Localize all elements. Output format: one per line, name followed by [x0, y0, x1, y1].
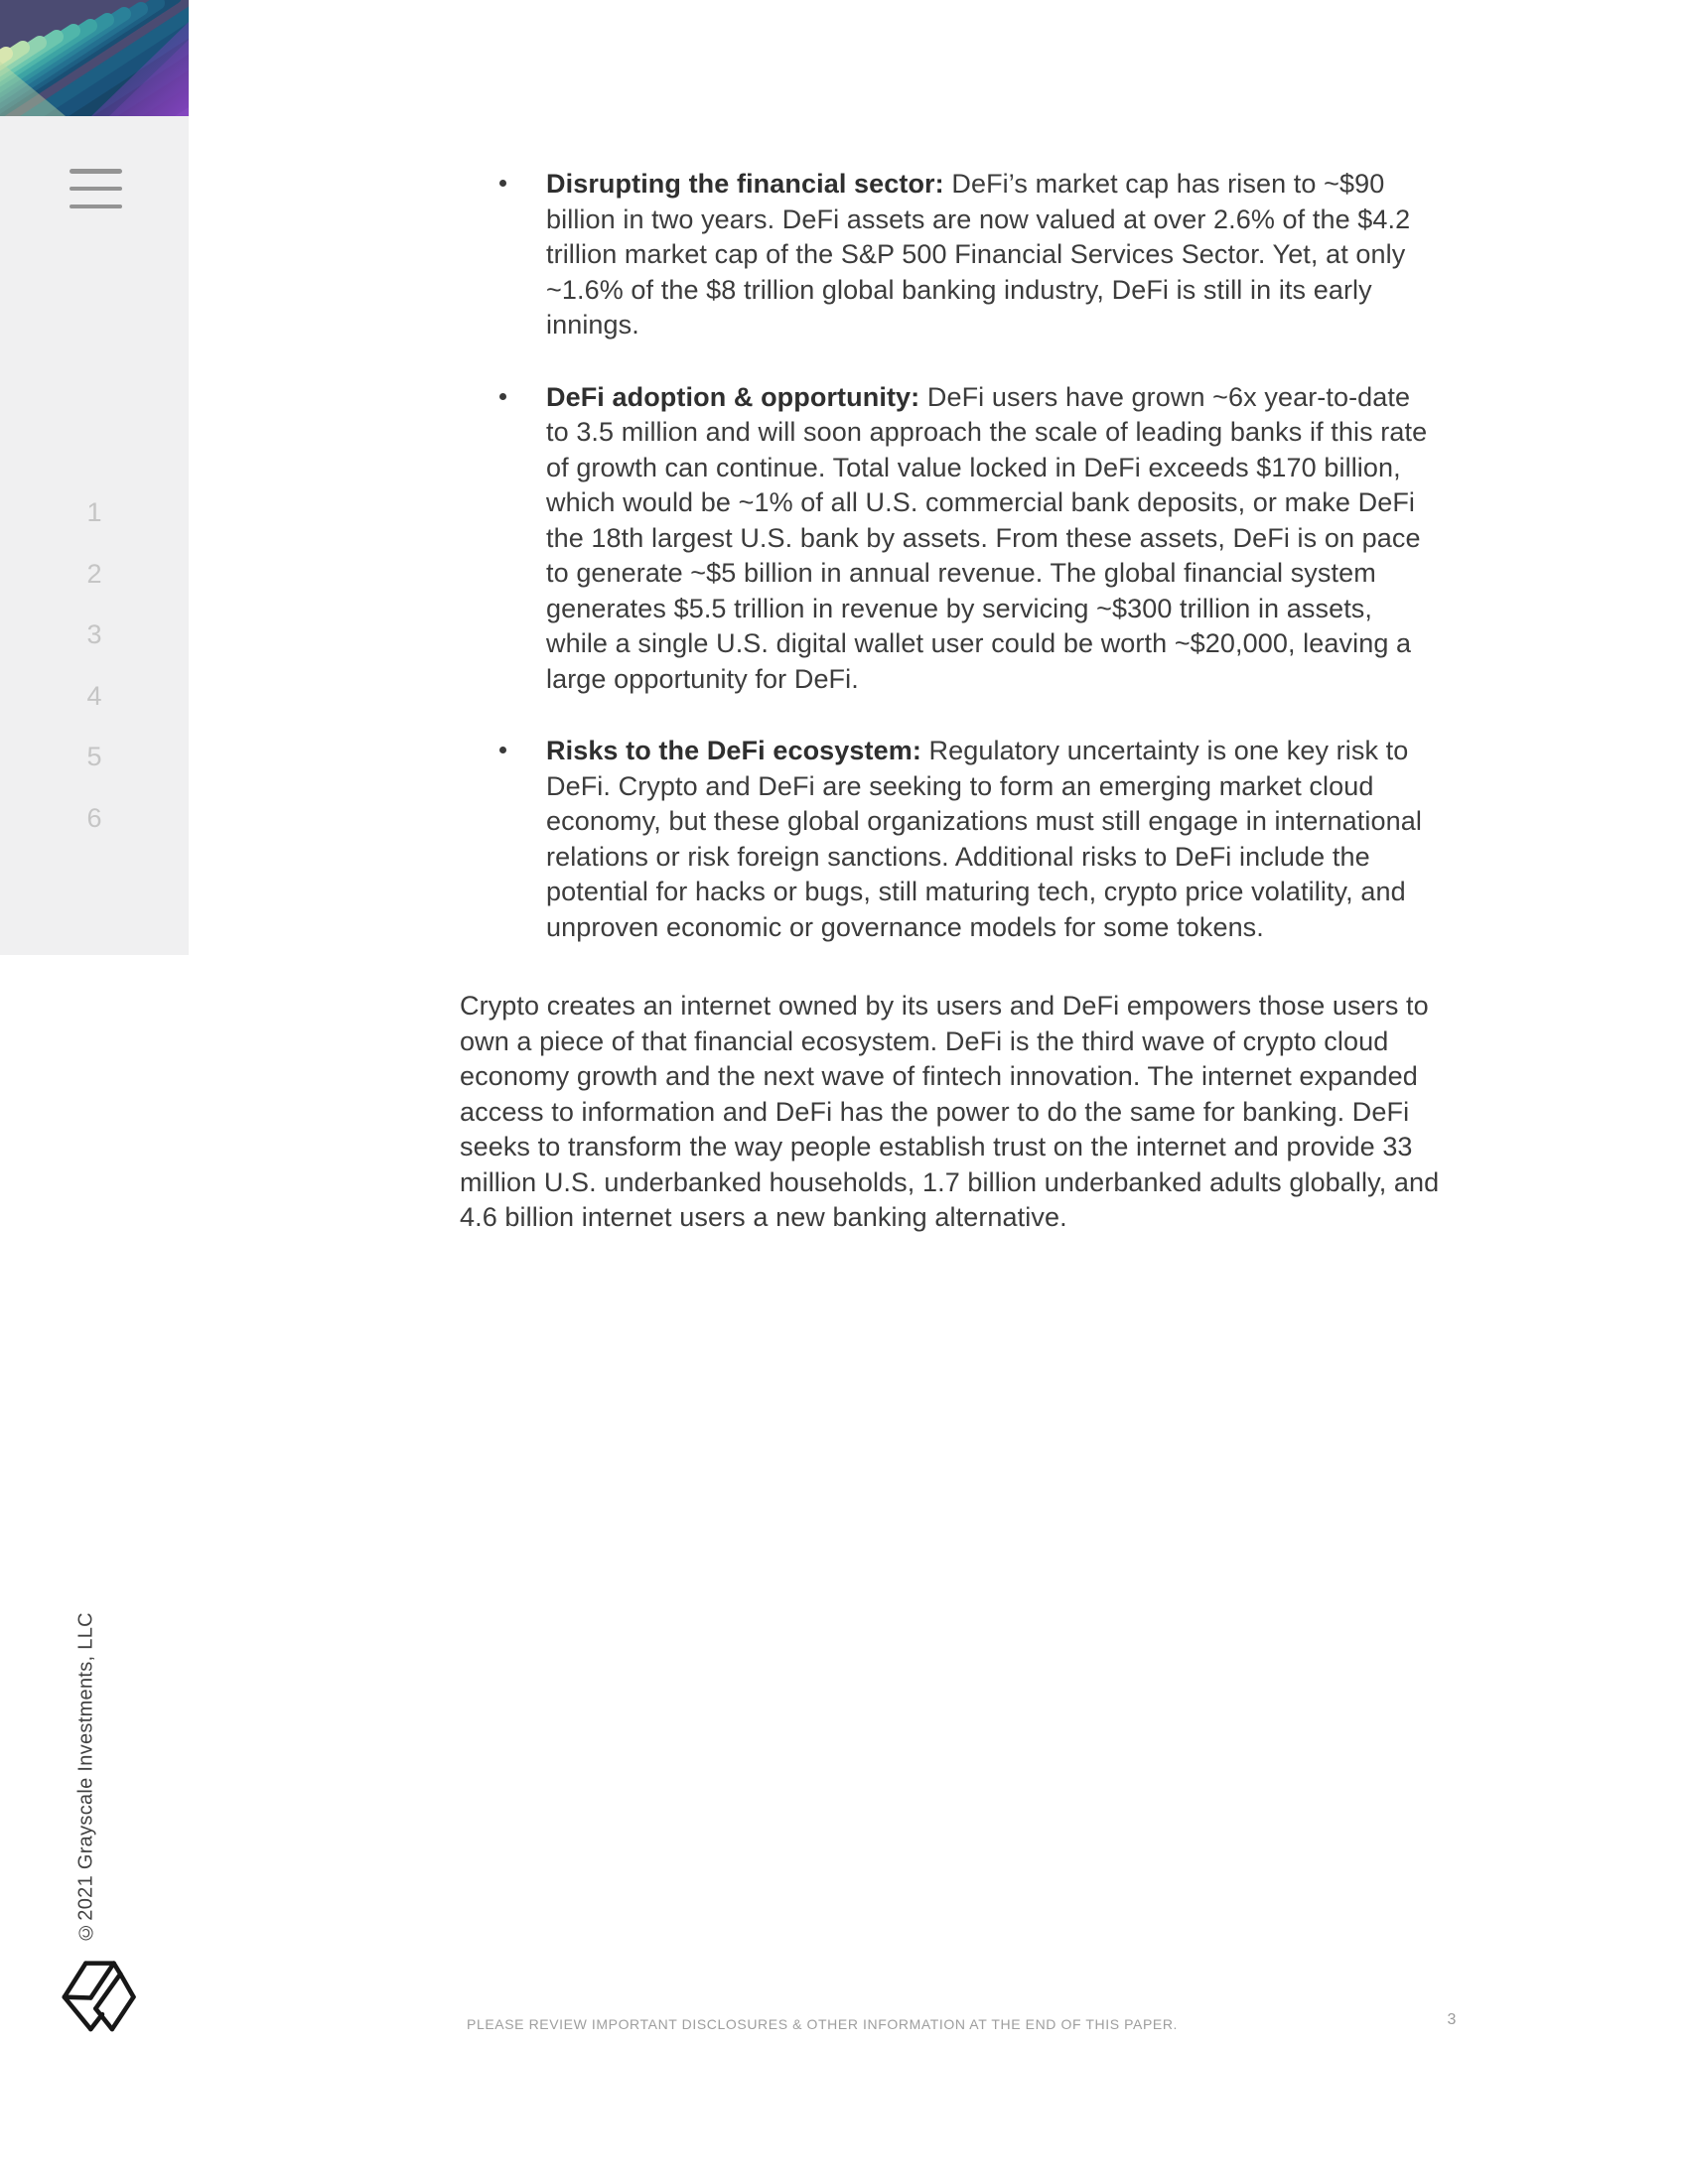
- page-nav-link-1[interactable]: 1: [86, 497, 102, 528]
- main-content: [460, 167, 1443, 1236]
- grayscale-logo-icon: [49, 1954, 136, 2037]
- hamburger-bar: [70, 187, 122, 192]
- page-nav-link-6[interactable]: 6: [86, 802, 102, 833]
- page-nav-link-5[interactable]: 5: [86, 742, 102, 772]
- cover-art-graphic: [0, 0, 189, 116]
- page-nav-link-4[interactable]: 4: [86, 680, 102, 711]
- copyright-vertical-text: ©2021 Grayscale Investments, LLC: [74, 1612, 97, 1943]
- page-nav-link-2[interactable]: 2: [86, 558, 102, 589]
- bullet-lead: Disrupting the financial sector:: [546, 169, 944, 199]
- hamburger-menu-icon[interactable]: [70, 169, 122, 208]
- bullet-marker: [499, 747, 506, 753]
- hamburger-bar: [70, 169, 122, 174]
- cover-art-image: [0, 0, 189, 116]
- closing-paragraph: Crypto creates an internet owned by its users and DeFi empowers those users to own a piece of that financial ecosystem. DeFi is the third wave of crypto cloud economy growth and the next wave of fintech innovation. The internet expanded access to information and DeFi has the power to do the same for banking. DeFi seeks to transform the way people establish trust on the internet and provide 33 million U.S. underbanked households, 1.7 billion underbanked adults globally, and 4.6 billion internet users a new banking alternative.: [460, 991, 1440, 1232]
- bullet-marker: [499, 180, 506, 187]
- page-nav: [0, 482, 189, 849]
- hamburger-bar: [70, 205, 122, 209]
- page-nav-link-3[interactable]: 3: [86, 619, 102, 650]
- bullet-text: DeFi users have grown ~6x year-to-date to 3.5 million and will soon approach the scale of leading banks if this rate of growth can continue. Total value locked in DeFi exceeds $170 billion, which would be ~1% of all U.S. commercial bank deposits, or make DeFi the 18th largest U.S. bank by assets. From these assets, DeFi is on pace to generate ~$5 billion in annual revenue. The global financial system generates $5.5 trillion in revenue by servicing ~$300 trillion in assets, while a single U.S. digital wallet user could be worth ~$20,000, leaving a large opportunity for DeFi.: [546, 381, 1428, 694]
- grayscale-logo-graphic: [49, 1954, 136, 2037]
- bullet-text: Regulatory uncertainty is one key risk to DeFi. Crypto and DeFi are seeking to form an emerging market cloud economy, but these global organizations must still engage in international relations or risk foreign sanctions. Additional risks to DeFi include the potential for hacks or bugs, still maturing tech, crypto price volatility, and unproven economic or governance models for some tokens.: [546, 736, 1422, 942]
- bullet-list: [460, 167, 1438, 945]
- bullet-item-adoption: [460, 380, 1438, 698]
- bullet-text: DeFi’s market cap has risen to ~$90 billion in two years. DeFi assets are now valued at over 2.6% of the $4.2 trillion market cap of the S&P 500 Financial Services Sector. Yet, at only ~1.6% of the $8 trillion global banking industry, DeFi is still in its early innings.: [546, 169, 1411, 340]
- footer-disclosure-note: PLEASE REVIEW IMPORTANT DISCLOSURES & OTHER INFORMATION AT THE END OF THIS PAPER.: [467, 2016, 1179, 2032]
- bullet-item-disrupting: [460, 167, 1438, 343]
- footer-page-number: 3: [1447, 2011, 1457, 2028]
- bullet-lead: DeFi adoption & opportunity:: [546, 381, 920, 412]
- bullet-marker: [499, 393, 506, 400]
- bullet-item-risks: [460, 734, 1438, 945]
- bullet-lead: Risks to the DeFi ecosystem:: [546, 736, 921, 765]
